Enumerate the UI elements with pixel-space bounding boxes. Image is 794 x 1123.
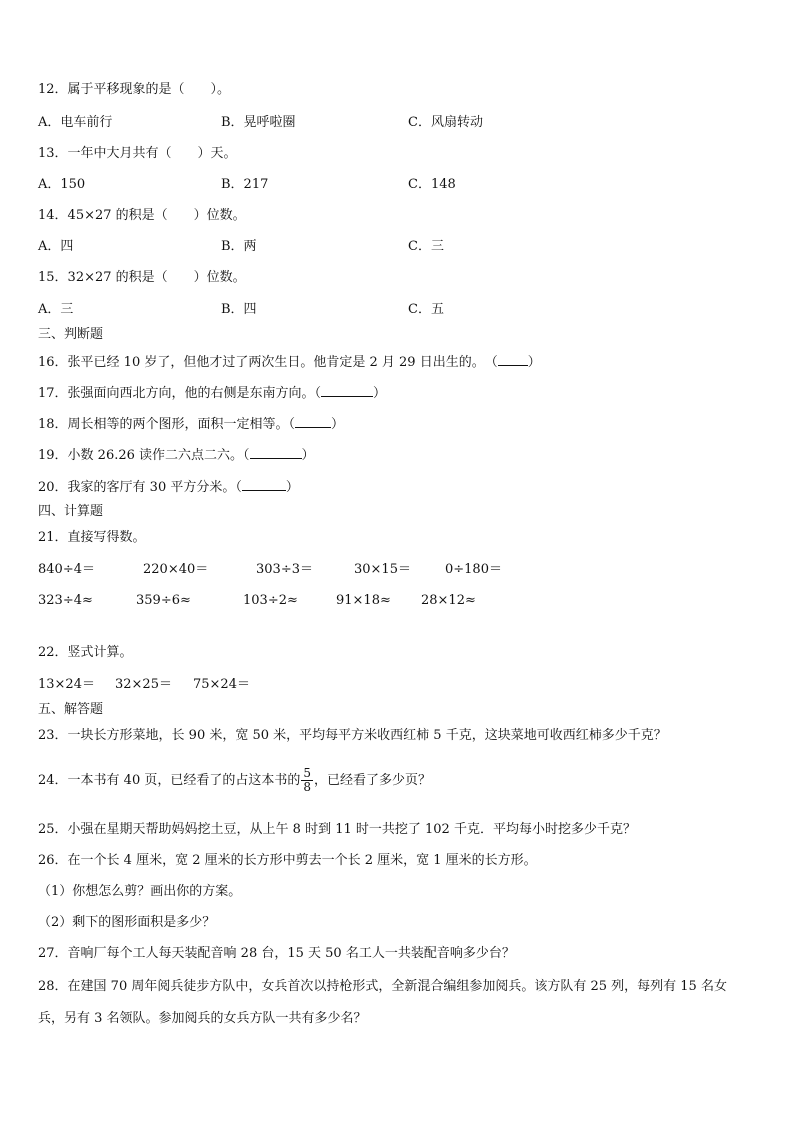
question-16 bbox=[38, 354, 541, 371]
question-14: 14．45×27 的积是（ ）位数。 bbox=[38, 208, 246, 223]
fraction bbox=[301, 767, 313, 794]
section-heading-calculation: 四、计算题 bbox=[38, 504, 104, 519]
answer-blank[interactable] bbox=[498, 354, 528, 366]
q24-text-before: 24．一本书有 40 页，已经看了的占这本书的 bbox=[38, 773, 301, 788]
question-28-line-1: 28．在建国 70 周年阅兵徒步方队中，女兵首次以持枪形式，全新混合编组参加阅兵。该方队有 25 列，每列有 15 名女 bbox=[38, 979, 727, 994]
question-28-line-2: 兵，另有 3 名领队。参加阅兵的女兵方队一共有多少名？ bbox=[38, 1011, 367, 1026]
q12-option-a: A．电车前行 bbox=[38, 115, 113, 130]
q13-option-a: A．150 bbox=[38, 177, 86, 192]
q16-text: 16．张平已经 10 岁了，但他才过了两次生日。他肯定是 2 月 29 日出生的。 （ bbox=[38, 355, 498, 370]
q17-close: ） bbox=[373, 386, 387, 401]
question-15: 15．32×27 的积是（ ）位数。 bbox=[38, 270, 246, 285]
q14-option-b: B．两 bbox=[221, 239, 257, 254]
answer-blank[interactable] bbox=[242, 479, 286, 491]
q18-close: ） bbox=[331, 417, 345, 432]
question-23: 23．一块长方形菜地，长 90 米，宽 50 米，平均每平方米收西红柿 5 千克，这块菜地可收西红柿多少千克？ bbox=[38, 728, 667, 743]
q15-option-a: A．三 bbox=[38, 302, 74, 317]
question-22: 22．竖式计算。 bbox=[38, 645, 133, 660]
calc-item: 0÷180＝ bbox=[445, 562, 502, 577]
question-20 bbox=[38, 479, 299, 496]
section-heading-judgement: 三、判断题 bbox=[38, 327, 104, 342]
q19-close: ） bbox=[301, 448, 315, 463]
question-19 bbox=[38, 447, 315, 464]
q15-option-c: C．五 bbox=[408, 302, 444, 317]
q13-option-c: C．148 bbox=[408, 177, 456, 192]
fraction-numerator: 5 bbox=[303, 766, 311, 780]
q12-option-b: B．晃呼啦圈 bbox=[221, 115, 296, 130]
q14-option-a: A．四 bbox=[38, 239, 74, 254]
calc-item: 359÷6≈ bbox=[136, 593, 191, 608]
question-18 bbox=[38, 416, 344, 433]
calc-item: 103÷2≈ bbox=[243, 593, 298, 608]
calc-item: 303÷3＝ bbox=[256, 562, 313, 577]
question-27: 27．音响厂每个工人每天装配音响 28 台，15 天 50 名工人一共装配音响多少台？ bbox=[38, 946, 515, 961]
q13-option-b: B．217 bbox=[221, 177, 269, 192]
vertical-calc-item: 13×24＝ bbox=[38, 677, 95, 692]
calc-item: 91×18≈ bbox=[336, 593, 391, 608]
answer-blank[interactable] bbox=[295, 416, 331, 428]
q20-text: 20．我家的客厅有 30 平方分米。（ bbox=[38, 480, 242, 495]
calc-item: 30×15＝ bbox=[354, 562, 411, 577]
vertical-calc-item: 75×24＝ bbox=[193, 677, 250, 692]
question-26-part-2: （2）剩下的图形面积是多少？ bbox=[38, 915, 216, 930]
question-26: 26．在一个长 4 厘米，宽 2 厘米的长方形中剪去一个长 2 厘米，宽 1 厘米的长方形。 bbox=[38, 853, 537, 868]
calc-item: 220×40＝ bbox=[143, 562, 209, 577]
q12-option-c: C．风扇转动 bbox=[408, 115, 483, 130]
q18-text: 18．周长相等的两个图形，面积一定相等。（ bbox=[38, 417, 296, 432]
question-13: 13．一年中大月共有（ ）天。 bbox=[38, 146, 237, 161]
question-17 bbox=[38, 385, 386, 402]
question-24 bbox=[38, 766, 431, 796]
question-25: 25．小强在星期天帮助妈妈挖土豆，从上午 8 时到 11 时一共挖了 102 千克．平均每小时挖多少千克？ bbox=[38, 822, 636, 837]
answer-blank[interactable] bbox=[250, 447, 302, 459]
q20-close: ） bbox=[285, 480, 299, 495]
q14-option-c: C．三 bbox=[408, 239, 444, 254]
calc-item: 840÷4＝ bbox=[38, 562, 95, 577]
q17-text: 17．张强面向西北方向，他的右侧是东南方向。（ bbox=[38, 386, 322, 401]
question-21: 21．直接写得数。 bbox=[38, 530, 146, 545]
q19-text: 19．小数 26.26 读作二六点二六。（ bbox=[38, 448, 250, 463]
calc-item: 323÷4≈ bbox=[38, 593, 93, 608]
q16-close: ） bbox=[527, 355, 541, 370]
q15-option-b: B．四 bbox=[221, 302, 257, 317]
fraction-denominator: 8 bbox=[303, 780, 311, 794]
answer-blank[interactable] bbox=[321, 385, 373, 397]
question-26-part-1: （1）你想怎么剪？画出你的方案。 bbox=[38, 884, 242, 899]
vertical-calc-item: 32×25＝ bbox=[115, 677, 172, 692]
question-12: 12．属于平移现象的是（ ）。 bbox=[38, 82, 231, 97]
section-heading-word-problems: 五、解答题 bbox=[38, 702, 104, 717]
q24-text-after: ，已经看了多少页？ bbox=[314, 773, 432, 788]
calc-item: 28×12≈ bbox=[421, 593, 476, 608]
